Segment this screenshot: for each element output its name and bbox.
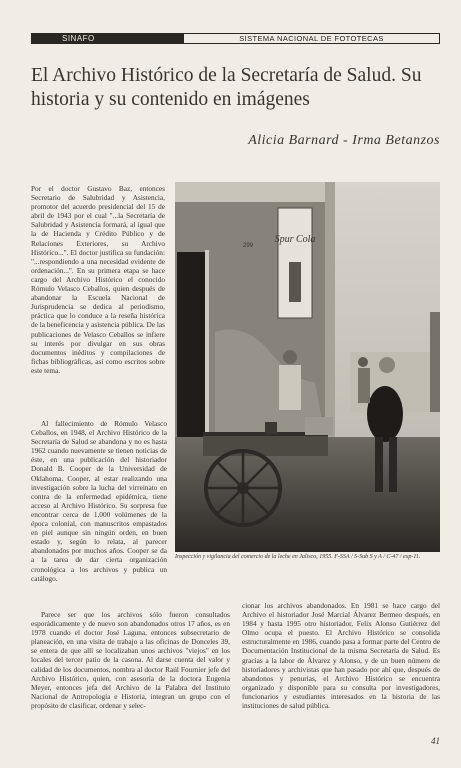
article-authors: Alicia Barnard - Irma Betanzos <box>248 133 440 148</box>
page-number: 41 <box>431 736 440 746</box>
historical-photograph <box>175 182 440 552</box>
photo-house-number: 299 <box>243 243 254 249</box>
body-column-middle <box>31 419 167 583</box>
paragraph: Parece ser que los archivos sólo fueron consultados esporádicamente y de nuevo son abandonados otros 17 años, es en 1978 cuando el doctor José Laguna, entonces subsecretario de planeación, en una visita de trabajo a las oficinas de Donceles 39, se entera de que allí se localizaban unos archivos "viejos" en los locales del tercer patio de la casona. Al darse cuenta del valor y calidad de los documentos, nombra al doctor Raúl Fournier jefe del Archivo Histórico, quien, con asesoría de la doctora Eugenia Meyer, entonces jefa del Archivo de la Palabra del Instituto Nacional de Antropología e Historia, integran un grupo con el propósito de clasificar, ordenar y selec- <box>31 610 230 710</box>
section-subtitle: SISTEMA NACIONAL DE FOTOTECAS <box>239 34 384 43</box>
paragraph: Al fallecimiento de Rómulo Velasco Ceballos, en 1948, el Archivo Histórico de la Secretaría de Salud se abandona y no es hasta 1962 cuando nuevamente se tienen noticias de éste, en una publicación del historiador Donald B. Cooper de la Universidad de Oklahoma. Cooper, al estar realizando una investigación sobre la lucha del virreinato en contra de la enfermedad epidémica, tiene acceso al Archivo Histórico. Su sorpresa fue encontrar cerca de 1,000 volúmenes de la época colonial, con manuscritos empastados en piel aunque sin ningún orden, en buen estado y, según lo relata, al parecer abandonados por muchos años. Cooper se da a la tarea de dar cierta organización cronológica a los archivos y publica un catálogo. <box>31 419 167 583</box>
paragraph: Por el doctor Gustavo Baz, entonces Secretario de Salubridad y Asistencia, promotor del acuerdo presidencial del 15 de abril de 1943 por el cual "...la Secretaría de Salubridad y Asistencia formará, al igual que la de Hacienda y Crédito Público y de Relaciones Exteriores, su Archivo Histórico...". El doctor justifica su fundación: "...respondiendo a una necesidad evidente de ordenación...". En su primera etapa se hace cargo del Archivo Histórico el conocido Rómulo Velasco Ceballos, quien después de abandonar la Escuela Nacional de Jurisprudencia se dedica al periodismo, práctica que lo conduce a la reseña histórica de la beneficencia y asistencia pública. De las publicaciones de Velasco Ceballos se infiere su interés por divulgar en sus obras documentos inéditos y compilaciones de fichas bibliográficas, así como escritos sobre este tema. <box>31 184 165 375</box>
section-label: SINAFO <box>32 34 184 43</box>
article-title: El Archivo Histórico de la Secretaría de Salud. Su historia y su contenido en imágenes <box>31 65 422 110</box>
section-header-bar <box>31 33 440 44</box>
photo-caption: Inspección y vigilancia del comercio de la leche en Jalisco, 1955. F-SSA / S-Sub S y A / C-47 / exp-11. <box>175 554 421 560</box>
paragraph: cionar los archivos abandonados. En 1981 se hace cargo del Archivo el historiador José Marcial Álvarez Bermeo después, en 1984 y hasta 1995 otro historiador, Felix Alonso Gutiérrez del Olmo ocupa el puesto. El Archivo Histórico se consolida estructuralmente en 1986, cuando pasa a formar parte del Centro de Documentación Institucional de la misma Secretaría de Salud. Es gracias a la labor de Álvarez y Alonso, y de un buen número de historiadores y archivistas que han pasado por ahí que, después de abandonos y penurias, el Archivo Histórico se encuentra organizado y disponible para su consulta por investigadores, funcionarios y estudiantes interesados en la historia de las instituciones de salud pública. <box>242 601 440 711</box>
body-column-lower-right <box>242 601 440 710</box>
body-column-lower-left <box>31 610 230 710</box>
photo-sign-text: Spur Cola <box>274 234 316 245</box>
body-column-upper <box>31 184 165 375</box>
